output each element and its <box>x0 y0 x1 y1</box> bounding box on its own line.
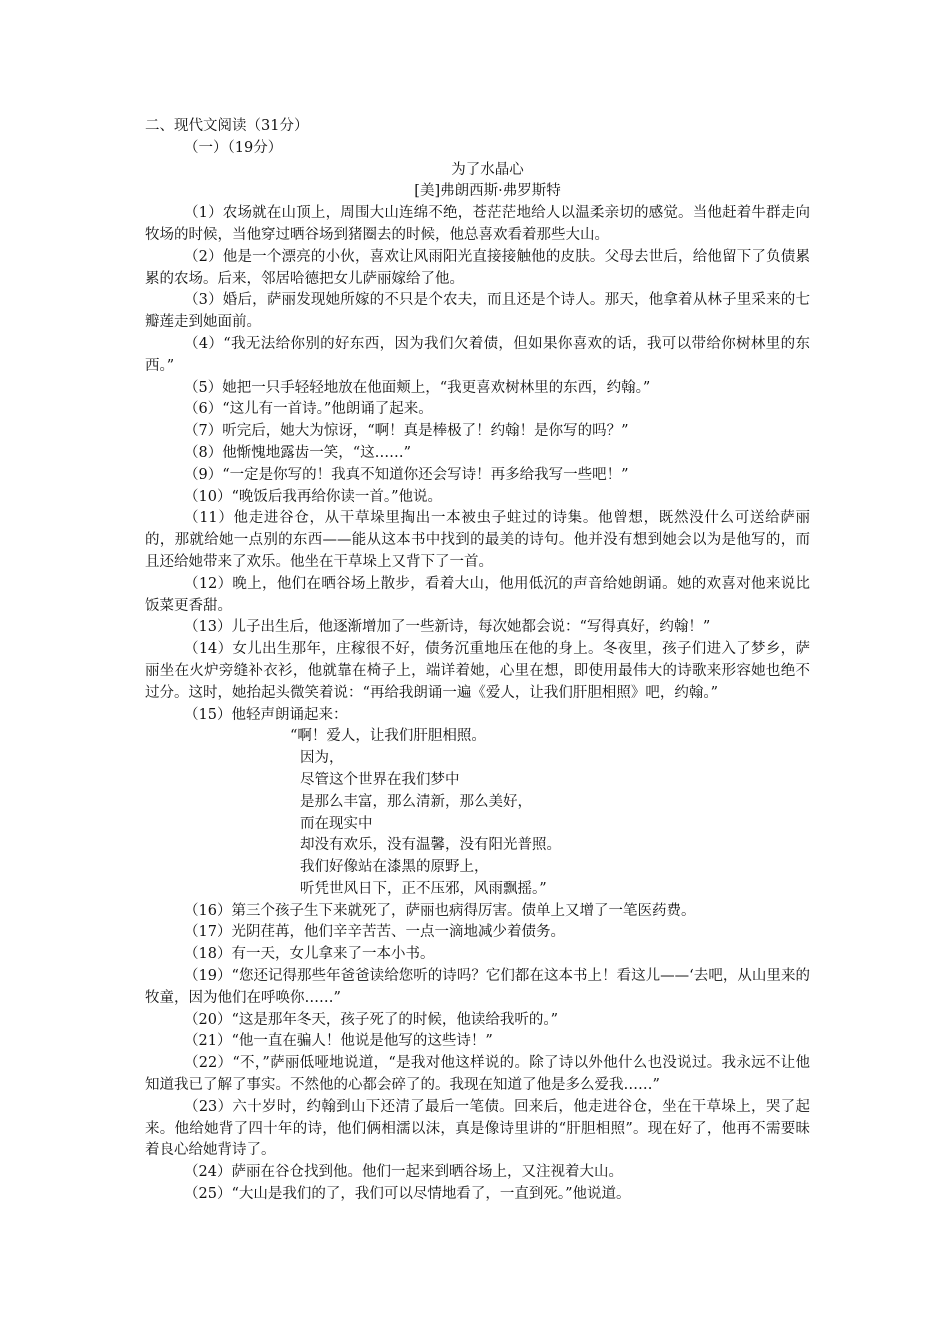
paragraph-1: （1）农场就在山顶上，周围大山连绵不绝，苍茫茫地给人以温柔亲切的感觉。当他赶着牛群走向牧场的时候，当他穿过晒谷场到猪圈去的时候，他总喜欢看着那些大山。 <box>145 205 810 243</box>
paragraph-12: （12）晚上，他们在晒谷场上散步，看着大山，他用低沉的声音给她朗诵。她的欢喜对他来说比饭菜更香甜。 <box>145 575 810 614</box>
paragraph-4: （4）“我无法给你别的好东西，因为我们欠着债，但如果你喜欢的话，我可以带给你树林里的东西。” <box>145 335 810 374</box>
poem-line: 而在现实中 <box>300 815 373 832</box>
article-author: [美]弗朗西斯·弗罗斯特 <box>414 183 561 200</box>
paragraph-5: （5）她把一只手轻轻地放在他面颊上，“我更喜欢树林里的东西，约翰。” <box>184 379 651 396</box>
paragraph-24: （24）萨丽在谷仓找到他。他们一起来到晒谷场上，又注视着大山。 <box>184 1164 623 1181</box>
paragraph-11: （11）他走进谷仓，从干草垛里掏出一本被虫子蛀过的诗集。他曾想，既然没什么可送给萨丽的，那就给她一点别的东西——能从这本书中找到的最美的诗句。他并没有想到她会以为是他写的，而且还给她带来了欢乐。他坐在干草垛上又背下了一首。 <box>145 510 810 570</box>
paragraph-23: （23）六十岁时，约翰到山下还清了最后一笔债。回来后，他走进谷仓，坐在干草垛上，哭了起来。他给她背了四十年的诗，他们俩相濡以沫，真是像诗里讲的“肝胆相照”。现在好了，他再不需要昧着良心给她背诗了。 <box>145 1098 810 1159</box>
paragraph-6: （6）“这儿有一首诗。”他朗诵了起来。 <box>184 401 433 418</box>
poem-line: 我们好像站在漆黑的原野上， <box>300 859 489 876</box>
paragraph-3: （3）婚后，萨丽发现她所嫁的不只是个农夫，而且还是个诗人。那天，他拿着从林子里采来的七瓣莲走到她面前。 <box>145 292 810 331</box>
poem-block <box>145 726 810 900</box>
paragraph-7: （7）听完后，她大为惊讶，“啊！真是棒极了！约翰！是你写的吗？” <box>184 423 629 440</box>
paragraph-20: （20）“这是那年冬天，孩子死了的时候，他读给我听的。” <box>184 1011 559 1028</box>
paragraph-13: （13）儿子出生后，他逐渐增加了一些新诗，每次她都会说：“写得真好，约翰！” <box>184 619 711 636</box>
poem-line: 尽管这个世界在我们梦中 <box>300 771 460 788</box>
paragraph-10: （10）“晚饭后我再给你读一首。”他说。 <box>184 488 443 505</box>
paragraph-8: （8）他惭愧地露齿一笑，“这……” <box>184 444 412 461</box>
paragraph-21: （21）“他一直在骗人！他说是他写的这些诗！” <box>184 1033 493 1050</box>
paragraph-17: （17）光阴荏苒，他们辛辛苦苦、一点一滴地减少着债务。 <box>184 924 565 941</box>
paragraph-15: （15）他轻声朗诵起来： <box>184 706 348 723</box>
paragraph-16: （16）第三个孩子生下来就死了，萨丽也病得厉害。债单上又增了一笔医药费。 <box>184 902 696 919</box>
article-body-part1 <box>145 203 810 726</box>
poem-line: 是那么丰富，那么清新，那么美好， <box>300 793 532 810</box>
article-title: 为了水晶心 <box>451 161 524 178</box>
article-body-part2 <box>145 901 810 1206</box>
poem-line: 听凭世风日下，正不压邪，风雨飘摇。” <box>300 880 547 897</box>
paragraph-9: （9）“一定是你写的！我真不知道你还会写诗！再多给我写一些吧！” <box>184 466 629 483</box>
paragraph-18: （18）有一天，女儿拿来了一本小书。 <box>184 946 435 963</box>
paragraph-25: （25）“大山是我们的了，我们可以尽情地看了，一直到死。”他说道。 <box>184 1186 631 1203</box>
poem-line: 却没有欢乐，没有温馨，没有阳光普照。 <box>300 837 561 854</box>
paragraph-19: （19）“您还记得那些年爸爸读给您听的诗吗？它们都在这本书上！看这儿——‘去吧，从山里来的牧童，因为他们在呼唤你……” <box>145 968 810 1006</box>
paragraph-22: （22）“不，”萨丽低哑地说道，“是我对他这样说的。除了诗以外他什么也没说过。我永远不让他知道我已了解了事实。不然他的心都会碎了的。我现在知道了他是多么爱我……” <box>145 1055 810 1094</box>
section-heading: 二、现代文阅读（31分） <box>145 118 309 134</box>
paragraph-14: （14）女儿出生那年，庄稼很不好，债务沉重地压在他的身上。冬夜里，孩子们进入了梦乡，萨丽坐在火炉旁缝补衣衫，他就靠在椅子上，端详着她，心里在想，即使用最伟大的诗歌来形容她也绝不过分。这时，她抬起头微笑着说：“再给我朗诵一遍《爱人，让我们肝胆相照》吧，约翰。” <box>145 641 810 701</box>
sub-heading: （一）（19分） <box>184 139 283 156</box>
poem-line: “啊！爱人，让我们肝胆相照。 <box>290 728 486 745</box>
paragraph-2: （2）他是一个漂亮的小伙，喜欢让风雨阳光直接接触他的皮肤。父母去世后，给他留下了负债累累的农场。后来，邻居哈德把女儿萨丽嫁给了他。 <box>145 248 810 287</box>
poem-line: 因为， <box>300 750 344 767</box>
document-page <box>145 116 810 1206</box>
